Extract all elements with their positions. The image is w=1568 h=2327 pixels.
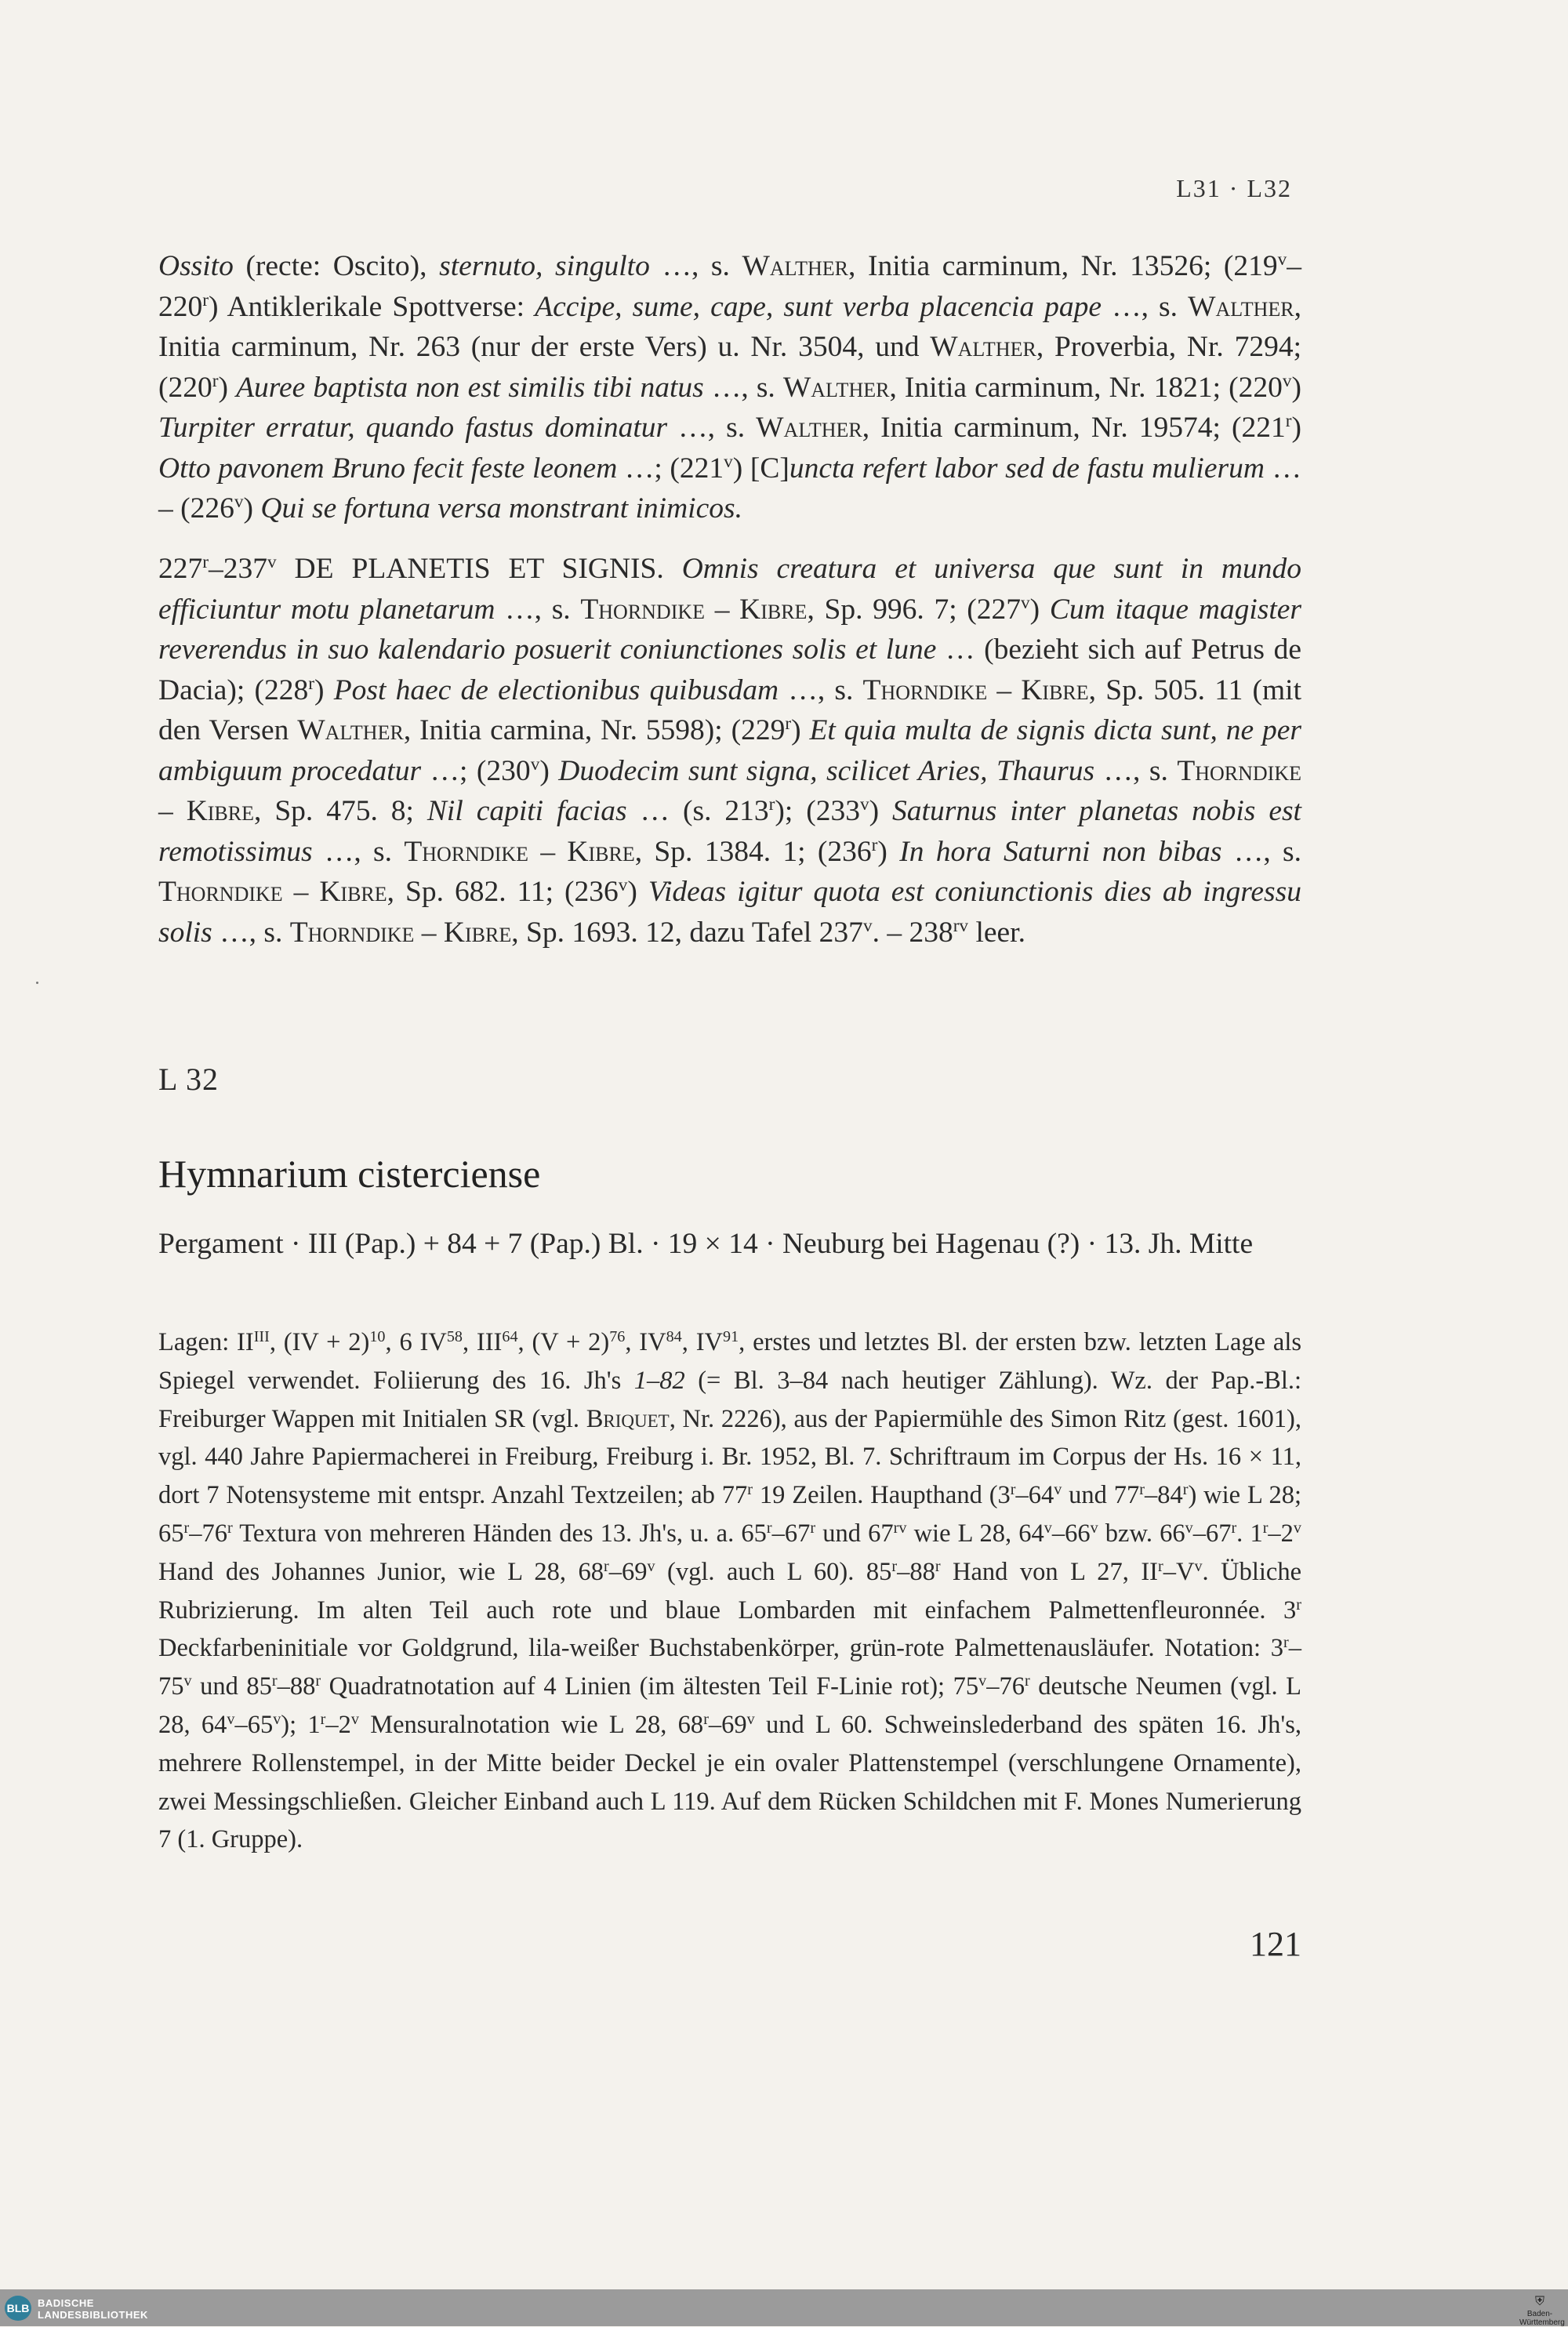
entry-title: Hymnarium cisterciense <box>158 1152 541 1196</box>
entry-id: L 32 <box>158 1062 219 1097</box>
content-paragraph: Lagen: $II^{III}$, (IV + 2)$^{10}$, 6 IV$^{58}$, III$^{64}$, $(V + 2)^{76}$, IV$^{84}$, IV$^{91}$, erstes und letztes Bl. der ersten bzw. letzten Lage als Spiegel verwendet. Foliierung des 16. Jh's 1–82 (= Bl. 3–84 nach heutiger Zählung). Wz. der Pap.-Bl.: Freiburger Wappen mit Initialen SR (vgl. Briquet, Nr. 2226), aus der Papiermühle des Simon Ritz (gest. 1601), vgl. 440 Jahre Papiermacherei in Freiburg, Freiburg i. Br. 1952, Bl. 7. Schriftraum im Corpus der Hs. 16 × 11, dort 7 Notensysteme mit entspr. Anzahl Textzeilen; ab 77$^r$ 19 Zeilen. Haupthand (3$^r$–64$^v$ und 77$^r$–84$^r$) wie L 28; 65$^r$–76$^r$ Textura von mehreren Händen des 13. Jh's, u. a. 65$^r$–67$^r$ und $67^{rv}$ wie L 28, 64$^v$–66$^v$ bzw. 66$^v$–67$^r$. 1$^r$–2$^v$ Hand des Johannes Junior, wie L 28, 68$^r$–69$^v$ (vgl. auch L 60). 85$^r$–88$^r$ Hand von L 27, $II^r-V^v$. Übliche Rubrizierung. Im alten Teil auch rote und blaue Lombarden mit einfachem Palmettenfleuronnée. 3$^r$ Deckfarbeninitiale vor Goldgrund, lila-weißer Buchstabenkörper, grün-rote Palmettenausläufer. Notation: 3$^r$–75$^v$ und 85$^r$–88$^r$ Quadratnotation auf 4 Linien (im ältesten Teil F-Linie rot); 75$^v$–76$^r$ deutsche Neumen (vgl. L 28, 64$^v$–65$^v$); 1$^r$–2$^v$ Mensuralnotation wie L 28, 68$^r$–69$^v$ und L 60. Schweinslederband des späten 16. Jh's, mehrere Rollenstempel, in der Mitte beider Deckel je ein ovaler Plattenstempel (verschlungene Ornamente), zwei Messingschließen. Gleicher Einband auch L 119. Auf dem Rücken Schildchen mit F. Mones Numerierung 7 (1. Gruppe). <box>158 1327 1302 1854</box>
running-head: L31 · L32 <box>1176 174 1292 202</box>
content-paragraph: 227$^r$–237$^v$ DE PLANETIS ET SIGNIS. Omnis creatura et universa que sunt in mundo efficiuntur motu planetarum …, s. Thorndike – Kibre, Sp. 996. 7; (227$^v$) Cum itaque magister reverendus in suo kalendario posuerit coniunctiones solis et lune … (bezieht sich auf Petrus de Dacia); (228$^r$) Post haec de electionibus quibusdam …, s. Thorndike – Kibre, Sp. 505. 11 (mit den Versen Walther, Initia carmina, Nr. 5598); (229$^r$) Et quia multa de signis dicta sunt, ne per ambiguum procedatur …; (230$^v$) Duodecim sunt signa, scilicet Aries, Thaurus …, s. Thorndike – Kibre, Sp. 475. 8; Nil capiti facias … (s. 213$^r$); (233$^v$) Saturnus inter planetas nobis est remotissimus …, s. Thorndike – Kibre, Sp. 1384. 1; (236$^r$) In hora Saturni non bibas …, s. Thorndike – Kibre, Sp. 682. 11; (236$^v$) Videas igitur quota est coniunctionis dies ab ingressu solis …, s. Thorndike – Kibre, Sp. 1693. 12, dazu Tafel 237$^v$. – $238^{rv}$ leer. <box>158 552 1302 949</box>
page-number: 121 <box>1250 1925 1301 1963</box>
previous-entry-continuation <box>158 246 1301 529</box>
coat-of-arms-icon: ⛨ <box>1534 2295 1544 2308</box>
library-name[interactable] <box>38 2297 148 2321</box>
library-name-line1: BADISCHE <box>38 2297 94 2309</box>
de-planetis-section <box>158 549 1301 953</box>
entry-meta-line: Pergament · III (Pap.) + 84 + 7 (Pap.) Bl. · 19 × 14 · Neuburg bei Hagenau (?) · 13. Jh. Mitte <box>158 1228 1254 1260</box>
codicological-description <box>158 1323 1301 1859</box>
state-label: Baden-Württemberg <box>1519 2310 1565 2327</box>
blb-logo-icon[interactable]: BLB <box>5 2296 31 2321</box>
margin-speck <box>36 982 38 984</box>
library-footer-bar <box>0 2289 1568 2326</box>
state-logo[interactable] <box>1519 2294 1565 2327</box>
library-name-line2: LANDESBIBLIOTHEK <box>38 2309 148 2321</box>
content-paragraph: Ossito (recte: Oscito), sternuto, singulto …, s. Walther, Initia carminum, Nr. 13526; (219$^v$–220$^r$) Antiklerikale Spottverse: Accipe, sume, cape, sunt verba placencia pape …, s. Walther, Initia carminum, Nr. 263 (nur der erste Vers) u. Nr. 3504, und Walther, Proverbia, Nr. 7294; (220$^r$) Auree baptista non est similis tibi natus …, s. Walther, Initia carminum, Nr. 1821; (220$^v$) Turpiter erratur, quando fastus dominatur …, s. Walther, Initia carminum, Nr. 19574; (221$^r$) Otto pavonem Bruno fecit feste leonem …; (221$^v$) [C]uncta refert labor sed de fastu mulierum … – (226$^v$) Qui se fortuna versa monstrant inimicos. <box>158 249 1302 525</box>
